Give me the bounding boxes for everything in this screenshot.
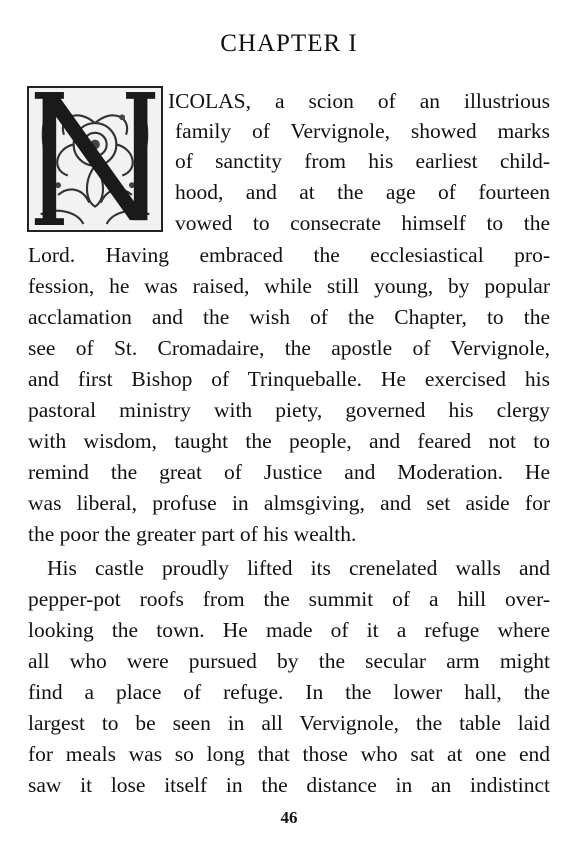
text-line: the poor the greater part of his wealth. (28, 522, 357, 546)
text-line: find a place of refuge. In the lower hall, the (28, 680, 550, 704)
text-line: hood, and at the age of fourteen (175, 180, 550, 204)
ornamental-initial-letter-icon (29, 88, 161, 230)
text-line: and first Bishop of Trinqueballe. He exercised his (28, 367, 550, 391)
text-line: fession, he was raised, while still young, by popular (28, 274, 550, 298)
text-line: looking the town. He made of it a refuge where (28, 618, 550, 642)
text-line: acclamation and the wish of the Chapter, to the (28, 305, 550, 329)
text-line: family of Vervignole, showed marks (175, 119, 550, 143)
page-number: 46 (280, 808, 298, 827)
text-line: pastoral ministry with piety, governed his clergy (28, 398, 550, 422)
text-line: His castle proudly lifted its crenelated walls and (47, 556, 550, 580)
text-line: for meals was so long that those who sat at one end (28, 742, 550, 766)
text-line: see of St. Cromadaire, the apostle of Vervignole, (28, 336, 550, 360)
text-line: pepper-pot roofs from the summit of a hill over- (28, 587, 550, 611)
text-line: was liberal, profuse in almsgiving, and set aside for (28, 491, 550, 515)
text-line: remind the great of Justice and Moderation. He (28, 460, 550, 484)
drop-cap-initial (27, 86, 163, 232)
chapter-heading: CHAPTER I (220, 30, 358, 57)
text-line: ICOLAS, a scion of an illustrious (168, 89, 550, 113)
text-line: all who were pursued by the secular arm might (28, 649, 550, 673)
text-line: saw it lose itself in the distance in an indistinct (28, 773, 550, 797)
text-line: largest to be seen in all Vervignole, the table laid (28, 711, 550, 735)
text-line: Lord. Having embraced the ecclesiastical pro- (28, 243, 550, 267)
text-line: with wisdom, taught the people, and feared not to (28, 429, 550, 453)
text-line: of sanctity from his earliest child- (175, 149, 550, 173)
text-line: vowed to consecrate himself to the (175, 211, 550, 235)
